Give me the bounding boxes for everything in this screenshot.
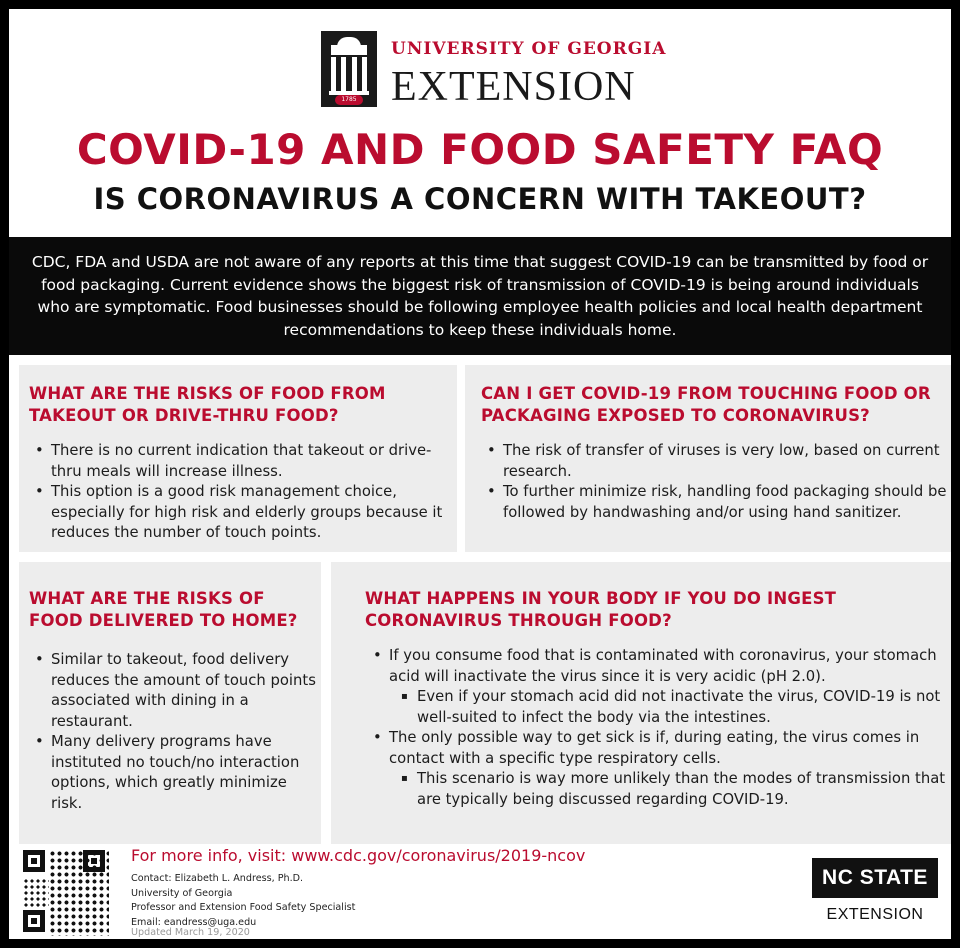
faq-panel-packaging — [465, 365, 951, 552]
org-name: UNIVERSITY OF GEORGIA — [391, 39, 667, 59]
org-unit: EXTENSION — [391, 64, 636, 110]
footer — [9, 844, 951, 939]
list-item: • This option is a good risk management choice, especially for high risk and elderly groups because it reduces the number of touch points. — [33, 482, 453, 544]
page-subtitle: IS CORONAVIRUS A CONCERN WITH TAKEOUT? — [93, 182, 867, 216]
contact-block — [131, 872, 355, 930]
uga-extension-logo — [321, 27, 667, 113]
contact-title: Professor and Extension Food Safety Specialist — [131, 902, 356, 913]
faq-flyer — [9, 9, 951, 939]
faq-bullets — [485, 441, 951, 523]
list-item: • There is no current indication that takeout or drive-thru meals will increase illness. — [33, 441, 453, 482]
sub-list-item: ▪ Even if your stomach acid did not inactivate the virus, COVID-19 is not well-suited to infect the body via the intestines. — [399, 687, 951, 728]
list-item: • If you consume food that is contaminated with coronavirus, your stomach acid will inactivate the virus since it is very acidic (pH 2.0). — [371, 646, 951, 687]
faq-heading: WHAT ARE THE RISKS OF FOOD FROM TAKEOUT OR DRIVE-THRU FOOD? — [29, 384, 386, 425]
faq-heading: WHAT HAPPENS IN YOUR BODY IF YOU DO INGEST CORONAVIRUS THROUGH FOOD? — [365, 589, 837, 630]
contact-org: University of Georgia — [131, 887, 233, 899]
list-item: • The only possible way to get sick is if, during eating, the virus comes in contact with a specific type respiratory cells. — [371, 728, 951, 769]
logo-year: 1785 — [335, 95, 363, 105]
page-title: COVID-19 AND FOOD SAFETY FAQ — [76, 125, 884, 174]
intro-banner: CDC, FDA and USDA are not aware of any reports at this time that suggest COVID-19 can be transmitted by food or food packaging. Current evidence shows the biggest risk of transmission of COVID-19 is being around individuals who are symptomatic. Food businesses should be following employee health policies and local health department recommendations to keep these individuals home. — [9, 237, 951, 355]
faq-panels — [9, 355, 951, 939]
faq-panel-delivery — [19, 562, 321, 844]
faq-panel-takeout — [19, 365, 457, 552]
qr-code-icon[interactable] — [23, 850, 109, 936]
list-item: • Many delivery programs have instituted no touch/no interaction options, which greatly minimize risk. — [33, 732, 319, 814]
contact-email[interactable]: Email: eandress@uga.edu — [131, 916, 257, 928]
list-item: • Similar to takeout, food delivery reduces the amount of touch points associated with dining in a restaurant. — [33, 650, 319, 732]
faq-bullets — [371, 646, 951, 810]
updated-date: Updated March 19, 2020 — [131, 927, 250, 938]
contact-name: Contact: Elizabeth L. Andress, Ph.D. — [131, 873, 304, 884]
more-info-link[interactable]: For more info, visit: www.cdc.gov/coronavirus/2019-ncov — [131, 846, 586, 865]
nc-state-extension-label: EXTENSION — [826, 906, 924, 923]
sub-list-item: ▪ This scenario is way more unlikely than the modes of transmission that are typically being discussed regarding COVID-19. — [399, 769, 951, 810]
uga-arch-logo-icon — [321, 31, 377, 107]
nc-state-logo: NC STATE — [812, 858, 938, 898]
list-item: • The risk of transfer of viruses is very low, based on current research. — [485, 441, 951, 482]
faq-bullets — [33, 441, 453, 544]
list-item: • To further minimize risk, handling food packaging should be followed by handwashing and/or using hand sanitizer. — [485, 482, 951, 523]
faq-heading: CAN I GET COVID-19 FROM TOUCHING FOOD OR PACKAGING EXPOSED TO CORONAVIRUS? — [481, 384, 931, 425]
faq-panel-ingest — [331, 562, 951, 844]
faq-heading: WHAT ARE THE RISKS OF FOOD DELIVERED TO HOME? — [29, 589, 298, 630]
faq-bullets — [33, 650, 319, 814]
